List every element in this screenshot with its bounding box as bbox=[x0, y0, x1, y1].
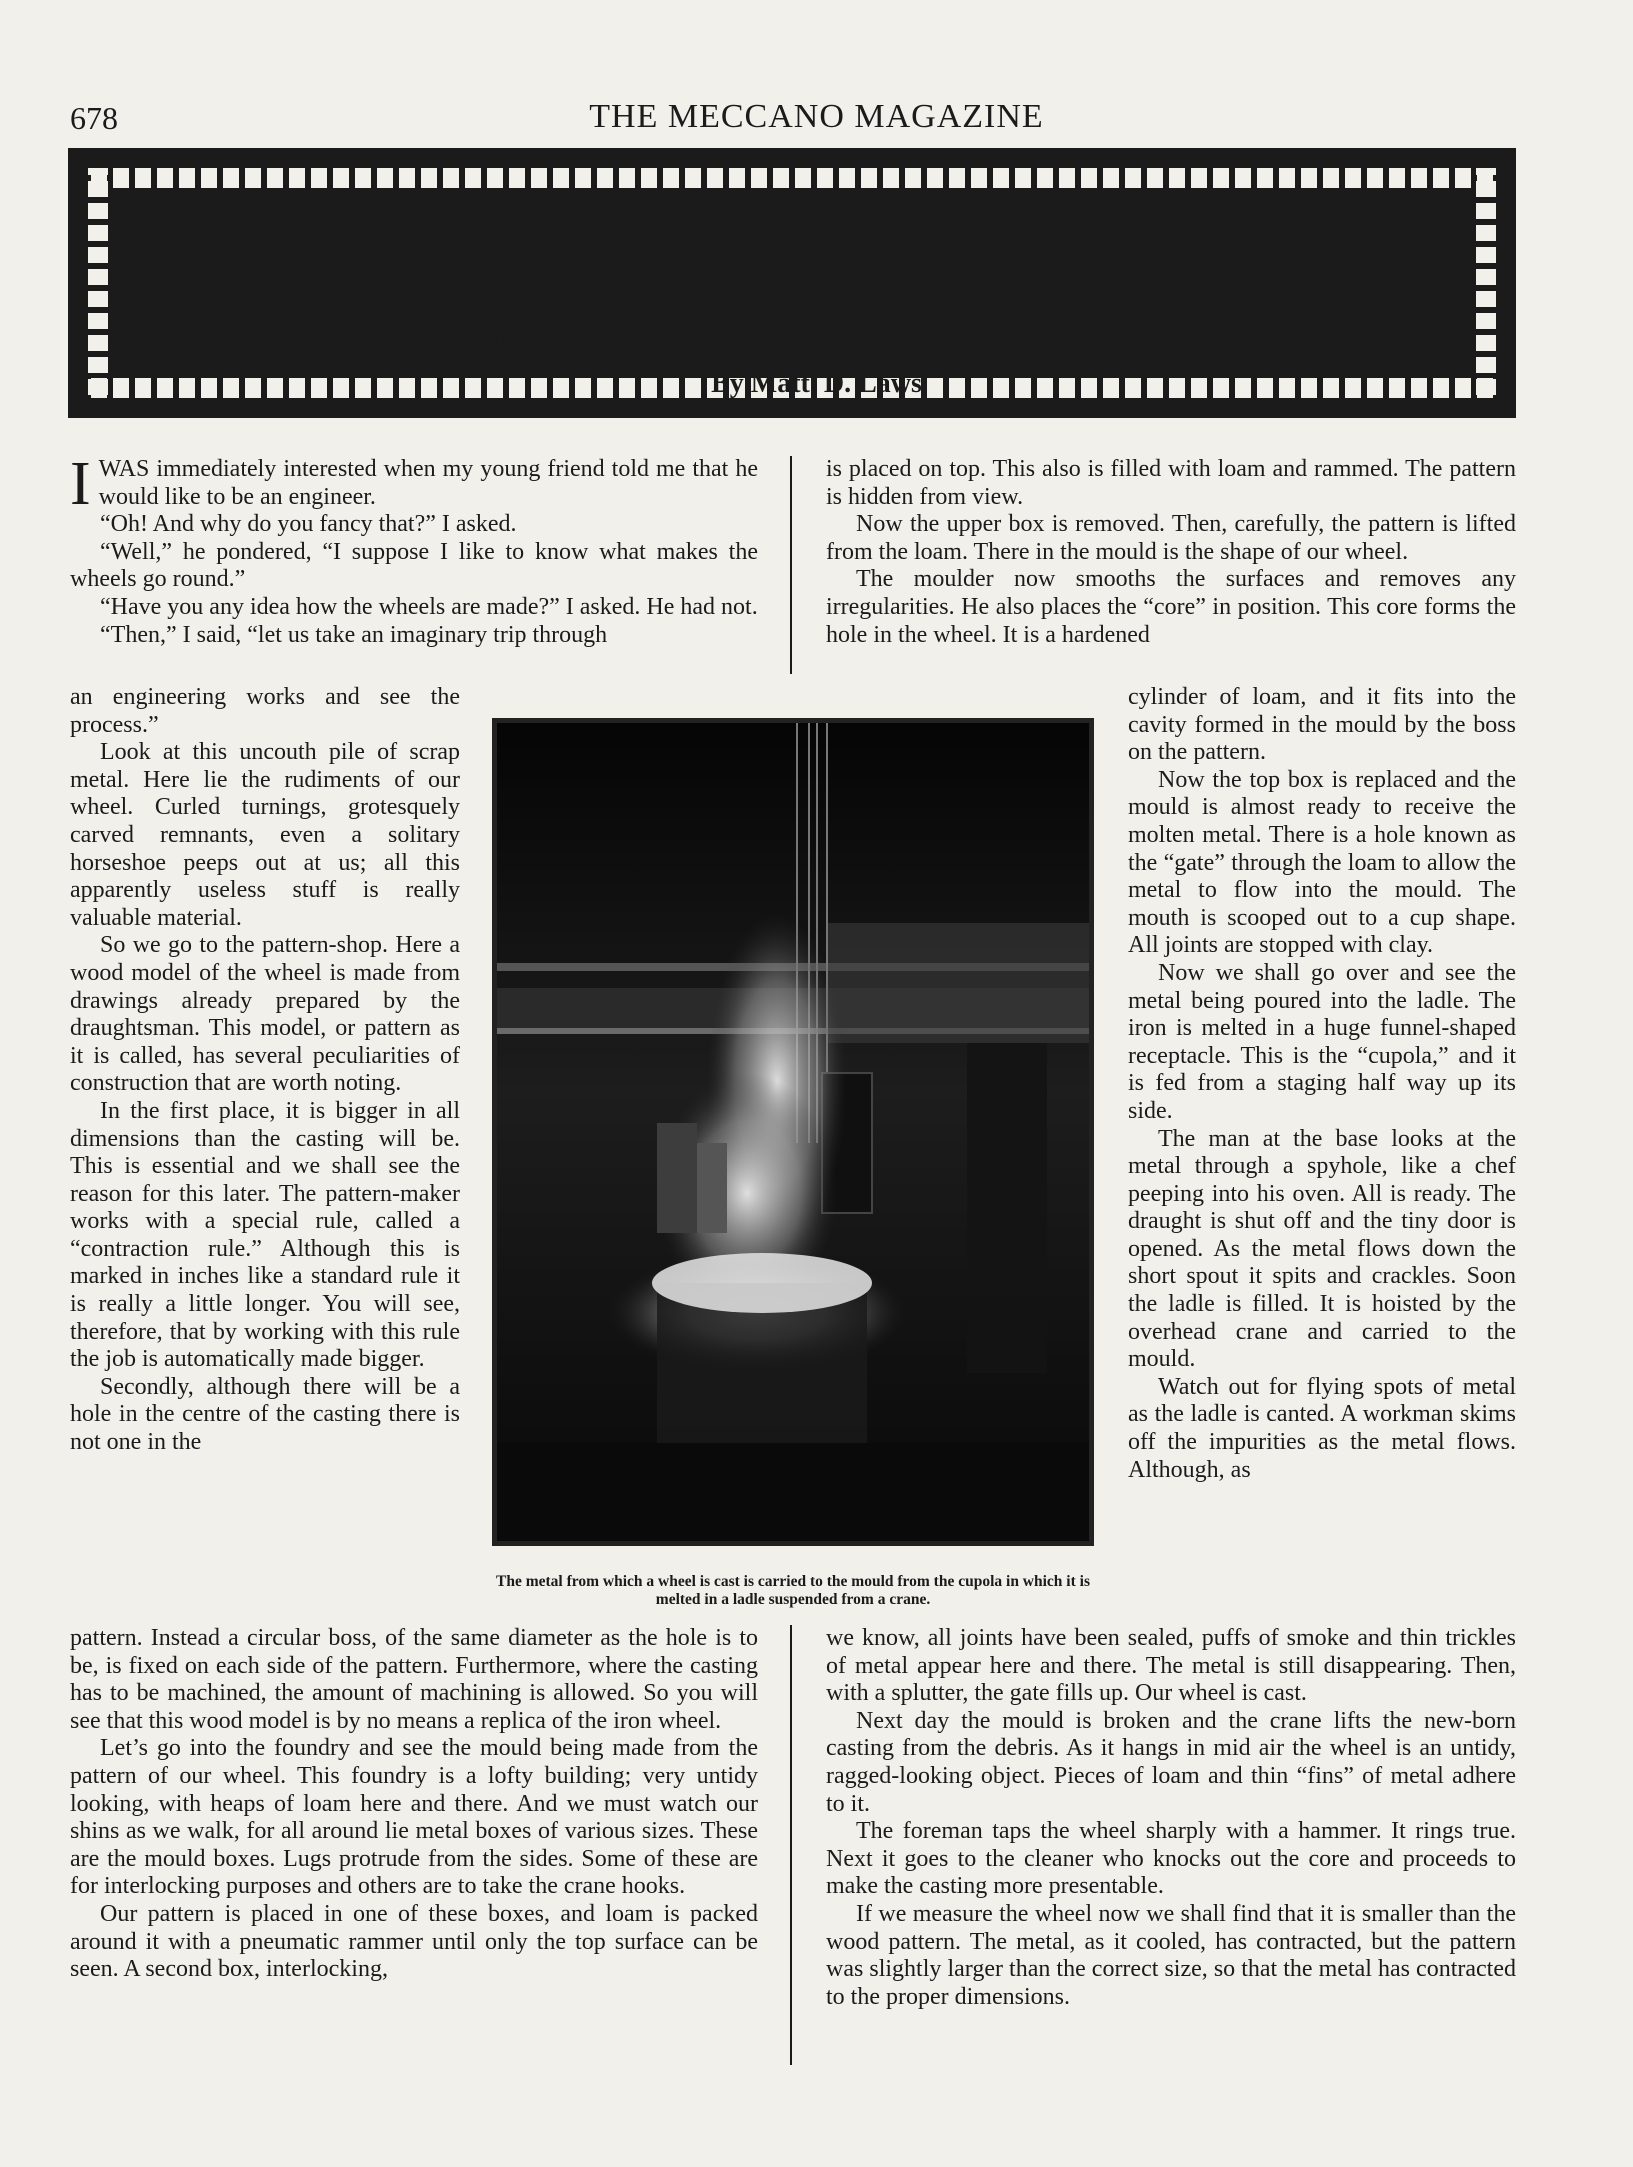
foundry-photo-image bbox=[497, 723, 1089, 1541]
paragraph bbox=[70, 450, 758, 518]
paragraph: Now the upper box is removed. Then, carefully, the pattern is lifted from the loam. There in the mould is the shape of our wheel. bbox=[826, 511, 1516, 565]
paragraph: So we go to the pattern-shop. Here a wood model of the wheel is made from drawings already prepared by the draughtsman. This model, or pattern as it is called, has several peculiarities of construction that are worth noting. bbox=[70, 932, 460, 1097]
paragraph: cylinder of loam, and it fits into the cavity formed in the mould by the boss on the pattern. bbox=[1128, 684, 1516, 766]
photo-caption: The metal from which a wheel is cast is carried to the mould from the cupola in which it is melted in a ladle suspended from a crane. bbox=[496, 1573, 1090, 1608]
column-2-top bbox=[826, 456, 1516, 649]
page-number: 678 bbox=[70, 100, 118, 136]
column-rule-top bbox=[790, 456, 792, 674]
paragraph: Secondly, although there will be a hole in the centre of the casting there is not one in the bbox=[70, 1373, 460, 1456]
paragraph: pattern. Instead a circular boss, of the same diameter as the hole is to be, is fixed on each side of the pattern. Furthermore, where the casting has to be machined, the amount of machining is allowed. So you will see that this wood model is by no means a replica of the iron wheel. bbox=[70, 1625, 758, 1734]
paragraph-text: WAS immediately interested when my young friend told me that he would like to be an engineer. bbox=[98, 456, 758, 510]
column-2-bottom bbox=[826, 1625, 1516, 2011]
byline: By Matt. D. Laws bbox=[711, 368, 922, 399]
running-head: THE MECCANO MAGAZINE bbox=[589, 98, 1044, 135]
paragraph: In the first place, it is bigger in all dimensions than the casting will be. This is essential and we shall see the reason for this later. The pattern-maker works with a special rule, called a “contraction rule.” Although this is marked in inches like a standard rule it is really a little longer. You will see, therefore, that by working with this rule the job is automatically made bigger. bbox=[70, 1097, 460, 1373]
paragraph: “Then,” I said, “let us take an imaginary trip through bbox=[100, 621, 608, 648]
column-1-top bbox=[70, 450, 758, 649]
paragraph: Watch out for flying spots of metal as the ladle is canted. A workman skims off the impurities as the metal flows. Although, as bbox=[1128, 1373, 1516, 1483]
paragraph: Our pattern is placed in one of these boxes, and loam is packed around it with a pneumatic rammer until only the top surface can be seen. A second box, interlocking, bbox=[70, 1900, 758, 1983]
paragraph: Now the top box is replaced and the mould is almost ready to receive the molten metal. There is a hole known as the “gate” through the loam to allow the metal to flow into the mould. The mouth is scooped out to a cup shape. All joints are stopped with clay. bbox=[1128, 766, 1516, 959]
paragraph: we know, all joints have been sealed, puffs of smoke and thin trickles of metal appear here and there. The metal is still disappearing. Then, with a splutter, the gate fills up. Our wheel is cast. bbox=[826, 1625, 1516, 1707]
paragraph: is placed on top. This also is filled with loam and rammed. The pattern is hidden from view. bbox=[826, 456, 1516, 510]
paragraph: The foreman taps the wheel sharply with a hammer. It rings true. Next it goes to the cleaner who knocks out the core and proceeds to make the casting more presentable. bbox=[826, 1818, 1516, 1900]
paragraph: Look at this uncouth pile of scrap metal. Here lie the rudiments of our wheel. Curled turnings, grotesquely carved remnants, even a solitary horseshoe peeps out at us; all this apparently useless stuff is really valuable material. bbox=[70, 739, 460, 931]
article-subtitle: From Wood Pattern to Finished Casting bbox=[406, 306, 1227, 359]
column-2-narrow bbox=[1128, 684, 1516, 1484]
paragraph: If we measure the wheel now we shall find that it is smaller than the wood pattern. The metal, as it cooled, has contracted, but the pattern was slightly larger than the correct size, so that the metal has contracted to the proper dimensions. bbox=[826, 1900, 1516, 2010]
paragraph: The man at the base looks at the metal through a spyhole, like a chef peeping into his oven. All is ready. The draught is shut off and the tiny door is opened. As the metal flows down the short spout it spits and crackles. Soon the ladle is filled. It is hoisted by the overhead crane and carried to the mould. bbox=[1128, 1125, 1516, 1373]
column-rule-bottom bbox=[790, 1625, 792, 2065]
drop-cap: I bbox=[70, 450, 91, 518]
foundry-photograph bbox=[492, 718, 1094, 1546]
paragraph: “Have you any idea how the wheels are made?” I asked. He had not. bbox=[100, 593, 758, 620]
paragraph: an engineering works and see the process.” bbox=[70, 684, 460, 738]
paragraph: The moulder now smooths the surfaces and removes any irregularities. He also places the “core” in position. This core forms the hole in the wheel. It is a hardened bbox=[826, 566, 1516, 648]
paragraph: “Oh! And why do you fancy that?” I asked. bbox=[100, 511, 517, 538]
paragraph: Next day the mould is broken and the crane lifts the new-born casting from the debris. As it hangs in mid air the wheel is an untidy, ragged-looking object. Pieces of loam and thin “fins” of metal adhere to it. bbox=[826, 1707, 1516, 1817]
paragraph: Let’s go into the foundry and see the mould being made from the pattern of our wheel. This foundry is a lofty building; very untidy looking, with heaps of loam here and there. And we must watch our shins as we walk, for all around lie metal boxes of various sizes. These are the mould boxes. Lugs protrude from the sides. Some of these are for interlocking purposes and others are to take the crane hooks. bbox=[70, 1735, 758, 1900]
column-1-narrow bbox=[70, 684, 460, 1457]
paragraph: “Well,” he pondered, “I suppose I like to know what makes the wheels go round.” bbox=[70, 538, 758, 593]
paragraph: Now we shall go over and see the metal being poured into the ladle. The iron is melted in a huge funnel-shaped receptacle. This is the “cupola,” and it is fed from a staging half way up its side. bbox=[1128, 959, 1516, 1124]
column-1-bottom bbox=[70, 1625, 758, 1984]
article-title: The Making of a Wheel bbox=[304, 184, 1329, 297]
